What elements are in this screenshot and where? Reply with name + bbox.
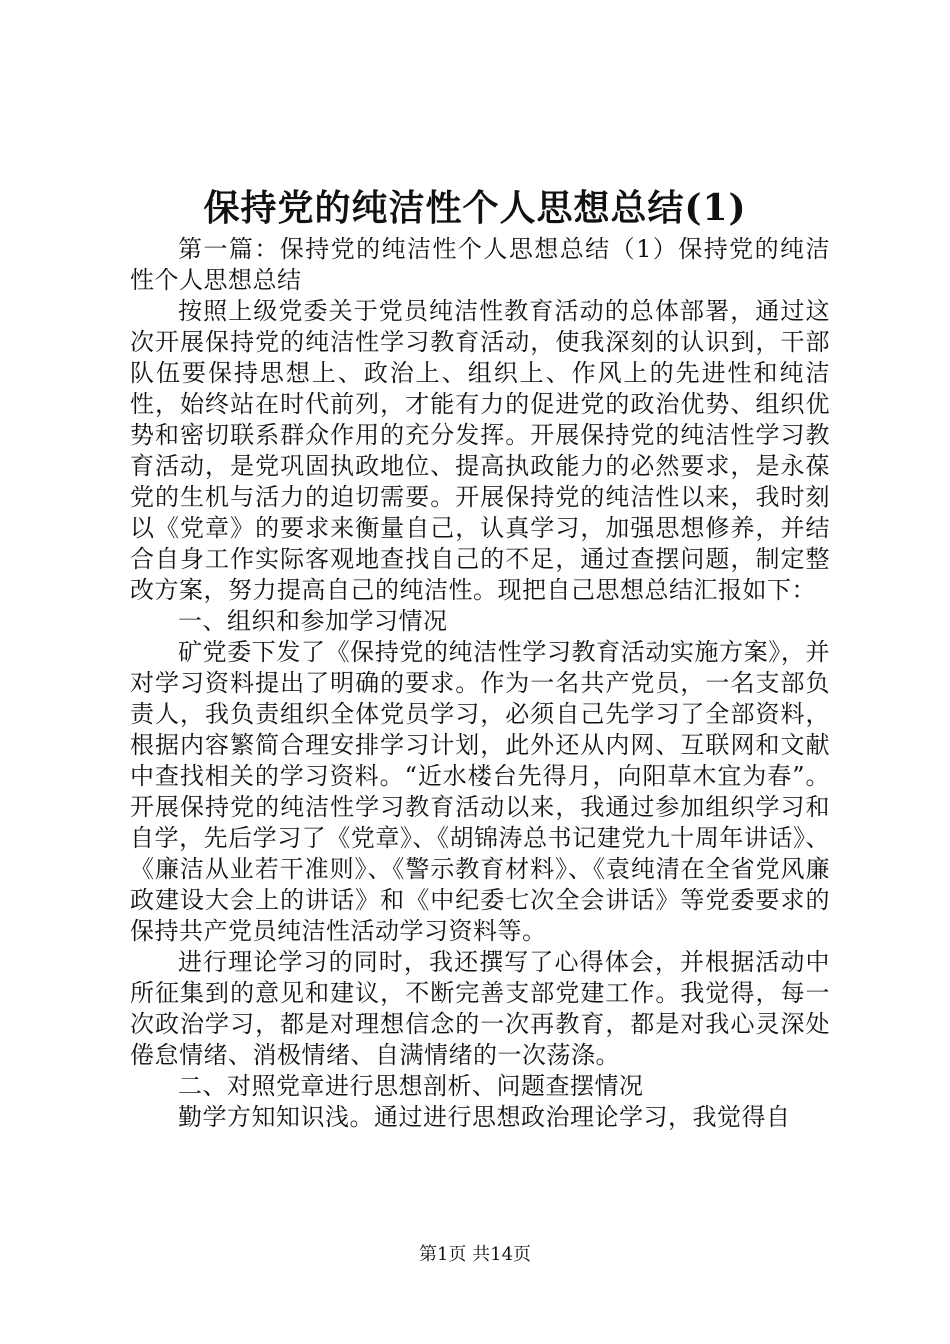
section-heading: 一、组织和参加学习情况: [178, 607, 448, 635]
paragraph: 进行理论学习的同时，我还撰写了心得体会，并根据活动中所征集到的意见和建议，不断完善支部党建工作。我觉得，每一次政治学习，都是对理想信念的一次再教育，都是对我心灵深处倦怠情绪、消极情绪、自满情绪的一次荡涤。: [130, 948, 830, 1069]
document-title: 保持党的纯洁性个人思想总结(1): [203, 187, 747, 229]
paragraph: 第一篇：保持党的纯洁性个人思想总结（1）保持党的纯洁性个人思想总结: [130, 235, 830, 294]
paragraph: 按照上级党委关于党员纯洁性教育活动的总体部署，通过这次开展保持党的纯洁性学习教育活动，使我深刻的认识到，干部队伍要保持思想上、政治上、组织上、作风上的先进性和纯洁性，始终站在时代前列，才能有力的促进党的政治优势、组织优势和密切联系群众作用的充分发挥。开展保持党的纯洁性学习教育活动，是党巩固执政地位、提高执政能力的必然要求，是永葆党的生机与活力的迫切需要。开展保持党的纯洁性以来，我时刻以《党章》的要求来衡量自己，认真学习，加强思想修养，并结合自身工作实际客观地查找自己的不足，通过查摆问题，制定整改方案，努力提高自己的纯洁性。现把自己思想总结汇报如下：: [130, 297, 830, 604]
paragraph: 矿党委下发了《保持党的纯洁性学习教育活动实施方案》，并对学习资料提出了明确的要求。作为一名共产党员，一名支部负责人，我负责组织全体党员学习，必须自己先学习了全部资料，根据内容繁简合理安排学习计划，此外还从内网、互联网和文献中查找相关的学习资料。“近水楼台先得月，向阳草木宜为春”。开展保持党的纯洁性学习教育活动以来，我通过参加组织学习和自学，先后学习了《党章》、《胡锦涛总书记建党九十周年讲话》、《廉洁从业若干准则》、《警示教育材料》、《袁纯清在全省党风廉政建设大会上的讲话》和《中纪委七次全会讲话》等党委要求的保持共产党员纯洁性活动学习资料等。: [130, 638, 830, 945]
page-number: 第1页 共14页: [418, 1244, 532, 1265]
section-heading: 二、对照党章进行思想剖析、问题查摆情况: [178, 1072, 644, 1100]
paragraph: 勤学方知知识浅。通过进行思想政治理论学习，我觉得自: [178, 1103, 791, 1131]
document-body: [130, 234, 830, 1133]
